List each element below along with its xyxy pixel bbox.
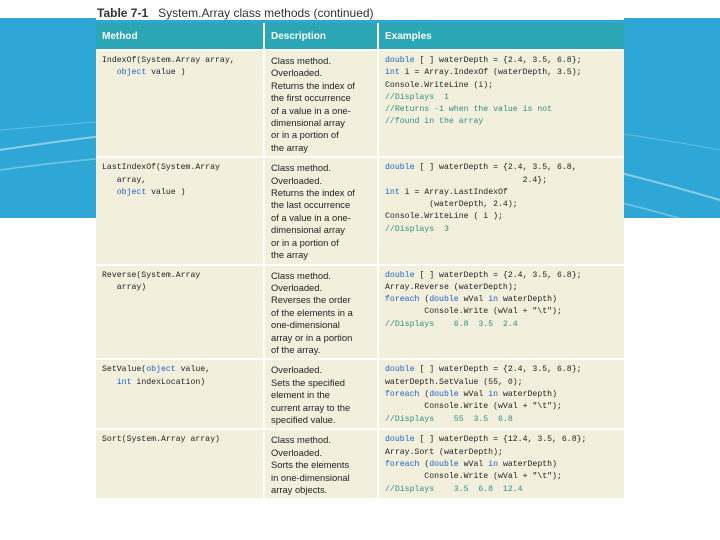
description-line: Class method. [271, 269, 331, 281]
code-line [385, 282, 618, 294]
code-keyword: foreach [385, 459, 420, 469]
code-line [385, 294, 618, 306]
code-text: [ ] waterDepth = {2.4, 3.5, 6.8}; [414, 56, 582, 65]
code-text: array) [102, 282, 147, 292]
description-line: Overloaded. [271, 174, 323, 186]
description-line: Overloaded. [271, 364, 323, 376]
methods-table [96, 23, 624, 498]
code-line [385, 116, 618, 128]
description-line: Returns the index of [271, 79, 355, 91]
code-text: array, [102, 175, 147, 185]
example-cell [378, 265, 624, 360]
code-text: value ) [146, 187, 186, 197]
description-line: current array to the [271, 401, 351, 413]
code-line [102, 377, 257, 389]
description-cell [264, 265, 378, 360]
example-cell [378, 157, 624, 264]
code-line [385, 377, 618, 389]
description-line: Class method. [271, 162, 331, 174]
code-line [385, 401, 618, 413]
description-line: Class method. [271, 55, 331, 66]
code-text: IndexOf(System.Array array, [102, 56, 235, 65]
code-text: 2.4}; [385, 175, 548, 185]
description-line: specified value. [271, 413, 336, 425]
code-line [385, 175, 618, 187]
method-cell [96, 50, 264, 157]
code-text: ( [419, 295, 430, 305]
description-line: or in a portion of [271, 236, 339, 248]
code-keyword: double [385, 56, 415, 65]
code-keyword: double [385, 365, 415, 375]
code-line [102, 282, 257, 294]
code-text: wVal [458, 459, 489, 469]
code-text: waterDepth) [498, 295, 557, 305]
code-text: [ ] waterDepth = {2.4, 3.5, 6.8}; [414, 270, 582, 280]
code-comment: //Displays 6.8 3.5 2.4 [385, 319, 518, 329]
code-text: (waterDepth, 2.4); [385, 200, 518, 210]
code-text: waterDepth.SetValue (55, 0); [385, 377, 523, 387]
code-line [385, 459, 618, 471]
code-keyword: double [429, 389, 459, 399]
code-line [385, 211, 618, 223]
example-cell [378, 359, 624, 429]
code-text: ( [419, 389, 430, 399]
code-text: ( [419, 459, 430, 469]
description-line: Sorts the elements [271, 459, 350, 471]
code-keyword: in [488, 389, 499, 399]
description-line: Returns the index of [271, 187, 355, 199]
table-row [96, 429, 624, 498]
description-line: Reverses the order [271, 294, 351, 306]
code-line [385, 364, 618, 376]
description-cell [264, 429, 378, 498]
description-line: the array [271, 249, 308, 261]
code-line [385, 389, 618, 401]
code-text: Array.Sort (waterDepth); [385, 447, 503, 457]
example-cell [378, 429, 624, 498]
header-row [96, 23, 624, 50]
code-line [102, 270, 257, 282]
code-text: Sort(System.Array array) [102, 435, 220, 445]
code-text: waterDepth) [498, 389, 557, 399]
code-line [385, 306, 618, 318]
table-row [96, 157, 624, 264]
example-cell [378, 50, 624, 157]
description-line: of the array. [271, 343, 321, 355]
description-line: of a value in a one- [271, 104, 351, 116]
code-text: indexLocation) [131, 377, 206, 387]
description-line: of a value in a one- [271, 211, 351, 223]
description-line: one-dimensional [271, 319, 340, 331]
description-cell [264, 359, 378, 429]
method-cell [96, 359, 264, 429]
code-line [102, 175, 257, 187]
code-text: Reverse(System.Array [102, 270, 201, 280]
code-line [102, 67, 257, 79]
code-text: value ) [146, 68, 186, 78]
code-text: Console.WriteLine (i); [385, 80, 494, 90]
code-line [385, 199, 618, 211]
code-line [102, 434, 257, 446]
code-line [385, 92, 618, 104]
code-line [102, 55, 257, 67]
description-cell [264, 157, 378, 264]
code-text: [ ] waterDepth = {2.4, 3.5, 6.8}; [414, 365, 582, 375]
method-header: Method [96, 23, 264, 50]
description-line: the last occurrence [271, 199, 351, 211]
code-line [385, 319, 618, 331]
code-text: i = Array.LastIndexOf [399, 187, 508, 197]
description-line: the first occurrence [271, 92, 351, 104]
code-keyword: int [385, 68, 400, 78]
table-number: Table 7-1 [97, 6, 149, 20]
code-keyword: foreach [385, 295, 420, 305]
code-keyword: int [116, 377, 132, 387]
method-cell [96, 265, 264, 360]
code-keyword: in [488, 295, 499, 305]
code-line [385, 414, 618, 426]
code-text: LastIndexOf(System.Array [102, 163, 220, 173]
code-keyword: int [385, 187, 400, 197]
description-line: element in the [271, 389, 330, 401]
code-keyword: foreach [385, 389, 420, 399]
description-line: in one-dimensional [271, 471, 350, 483]
description-cell [264, 50, 378, 157]
table-row [96, 50, 624, 157]
code-line [385, 484, 618, 496]
code-text: wVal [458, 295, 489, 305]
code-text: waterDepth) [498, 459, 557, 469]
code-line [385, 434, 618, 446]
description-line: of the elements in a [271, 306, 353, 318]
code-text [102, 68, 117, 77]
table-figure [96, 6, 624, 495]
code-keyword: double [385, 163, 415, 173]
description-line: the array [271, 141, 308, 153]
code-line [385, 447, 618, 459]
code-text: Array.Reverse (waterDepth); [385, 282, 518, 292]
code-text: [ ] waterDepth = {2.4, 3.5, 6.8, [414, 163, 577, 173]
description-line: array objects. [271, 484, 328, 495]
code-comment: //Displays 3 [385, 224, 449, 234]
description-line: Overloaded. [271, 67, 323, 79]
code-line [385, 162, 618, 174]
table-title: System.Array class methods (continued) [158, 6, 374, 20]
code-keyword: object [116, 68, 147, 78]
description-line: Overloaded. [271, 281, 323, 293]
code-text [102, 378, 117, 387]
code-text: [ ] waterDepth = {12.4, 3.5, 6.8}; [414, 435, 587, 445]
code-comment: //Displays 1 [385, 92, 449, 102]
description-line: Sets the specified [271, 376, 346, 388]
code-keyword: object [116, 187, 147, 197]
code-line [385, 104, 618, 116]
description-line: Class method. [271, 434, 331, 446]
description-header: Description [264, 23, 378, 50]
code-line [385, 67, 618, 79]
code-line [385, 471, 618, 483]
code-line [385, 55, 618, 67]
code-comment: //Displays 3.5 6.8 12.4 [385, 484, 523, 494]
code-keyword: in [488, 459, 499, 469]
code-line [385, 270, 618, 282]
code-text: i = Array.IndexOf (waterDepth, 3.5); [399, 68, 582, 78]
description-line: or in a portion of [271, 129, 339, 141]
code-line [102, 364, 257, 376]
code-text: Console.Write (wVal + "\t"); [385, 472, 562, 482]
table-caption [96, 6, 624, 20]
code-comment: //found in the array [385, 117, 484, 127]
code-line [385, 80, 618, 92]
code-text: Console.WriteLine ( i ); [385, 212, 503, 222]
code-text [102, 188, 117, 197]
code-line [102, 162, 257, 174]
method-cell [96, 429, 264, 498]
code-keyword: object [146, 365, 176, 375]
table-body [96, 50, 624, 498]
code-text: SetValue( [102, 365, 147, 375]
description-line: dimensional array [271, 117, 345, 129]
code-keyword: double [429, 295, 459, 305]
code-text: value, [175, 365, 211, 375]
code-keyword: double [429, 459, 459, 469]
code-comment: //Displays 55 3.5 6.8 [385, 414, 513, 424]
code-text: Console.Write (wVal + "\t"); [385, 307, 562, 317]
table-row [96, 265, 624, 360]
description-line: Overloaded. [271, 446, 323, 458]
code-line [102, 187, 257, 199]
code-text: wVal [458, 389, 489, 399]
table-row [96, 359, 624, 429]
code-keyword: double [385, 435, 415, 445]
code-comment: //Returns -1 when the value is not [385, 105, 553, 115]
code-keyword: double [385, 270, 415, 280]
examples-header: Examples [378, 23, 624, 50]
code-line [385, 224, 618, 236]
method-cell [96, 157, 264, 264]
code-line [385, 187, 618, 199]
description-line: array or in a portion [271, 331, 353, 343]
code-text: Console.Write (wVal + "\t"); [385, 402, 562, 412]
description-line: dimensional array [271, 224, 345, 236]
